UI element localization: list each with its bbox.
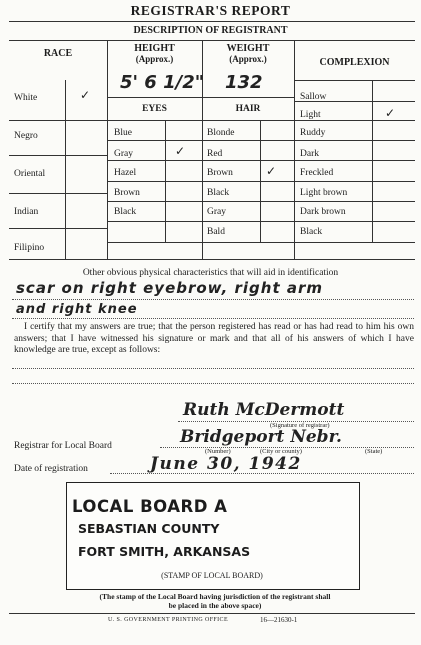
hair-blonde: Blonde <box>207 128 235 138</box>
eyes-blue: Blue <box>114 128 132 138</box>
report-title: REGISTRAR'S REPORT <box>130 3 291 18</box>
footer-rule <box>9 613 415 614</box>
eyes-gray-check: ✓ <box>175 144 186 158</box>
grid-row-5 <box>107 201 415 202</box>
exceptions-rule-1 <box>12 368 414 369</box>
divider-race-check <box>65 80 66 259</box>
eyes-black: Black <box>114 207 137 217</box>
stamp-line-2: SEBASTIAN COUNTY <box>78 521 220 536</box>
grid-row-1 <box>107 120 415 121</box>
complexion-freckled: Freckled <box>300 168 334 178</box>
height-value: 5' 6 1/2" <box>120 72 205 93</box>
race-oriental: Oriental <box>14 169 46 179</box>
footer-office: U. S. GOVERNMENT PRINTING OFFICE <box>108 617 229 623</box>
date-label: Date of registration <box>14 464 88 474</box>
complexion-dark-brown: Dark brown <box>300 207 346 217</box>
signature-caption: (Signature of registrar) <box>270 422 330 429</box>
race-row-2 <box>9 155 107 156</box>
divider-complexion-check <box>372 80 373 242</box>
caption-city: (City or county) <box>260 448 302 455</box>
characteristics-rule-1 <box>12 299 414 300</box>
other-characteristics-label: Other obvious physical characteristics that will aid in identification <box>82 268 339 278</box>
caption-state: (State) <box>365 448 383 455</box>
table-top-border <box>9 21 415 22</box>
complexion-light-brown: Light brown <box>300 188 348 198</box>
hair-header: HAIR <box>235 104 261 114</box>
grid-row-6 <box>107 221 415 222</box>
race-row-4 <box>9 228 107 229</box>
grid-row-2 <box>107 140 415 141</box>
race-white-check: ✓ <box>80 88 91 102</box>
hair-brown: Brown <box>207 168 233 178</box>
race-negro: Negro <box>14 131 38 141</box>
race-header: RACE <box>43 48 73 59</box>
registrar-signature: Ruth McDermott <box>183 400 345 420</box>
table-bottom-border <box>9 259 415 260</box>
divider-race-col <box>107 40 108 259</box>
section-title: DESCRIPTION OF REGISTRANT <box>133 25 288 36</box>
eyes-brown: Brown <box>114 188 140 198</box>
stamp-line-1: LOCAL BOARD A <box>72 497 228 516</box>
grid-row-3 <box>107 160 415 161</box>
caption-number: (Number) <box>205 448 231 455</box>
height-subheader: (Approx.) <box>135 54 174 64</box>
divider-hair-col <box>294 40 295 259</box>
race-row-1 <box>9 120 107 121</box>
hair-gray: Gray <box>207 207 226 217</box>
eyes-gray: Gray <box>114 149 133 159</box>
complexion-sallow: Sallow <box>300 92 327 102</box>
footer-code: 16—21630-1 <box>260 616 298 624</box>
header-divider <box>9 40 415 41</box>
complexion-row-1 <box>294 80 415 81</box>
grid-row-7 <box>107 242 415 243</box>
hair-brown-check: ✓ <box>266 164 277 178</box>
race-filipino: Filipino <box>14 243 45 253</box>
complexion-light: Light <box>300 110 321 120</box>
eyes-hazel: Hazel <box>114 168 137 178</box>
weight-value: 132 <box>225 72 263 93</box>
hair-bald: Bald <box>207 227 225 237</box>
exceptions-rule-2 <box>12 383 414 384</box>
complexion-header: COMPLEXION <box>319 57 390 68</box>
registrar-label: Registrar for Local Board <box>14 441 112 451</box>
date-value: June 30, 1942 <box>150 454 302 474</box>
weight-header: WEIGHT <box>226 43 270 54</box>
grid-row-4 <box>107 181 415 182</box>
hair-black: Black <box>207 188 230 198</box>
stamp-caption: (STAMP OF LOCAL BOARD) <box>161 571 263 580</box>
certify-text: I certify that my answers are true; that the person registered has read or has had read to him his own answers; that I have witnessed his signature or mark and that all of his answers of which I have knowledge are true, except as follows: <box>14 322 414 355</box>
weight-subheader: (Approx.) <box>229 54 267 64</box>
eyes-hair-top-rule <box>107 97 294 98</box>
hair-red: Red <box>207 149 223 159</box>
stamp-note: (The stamp of the Local Board having jurisdiction of the registrant shall be placed in the above space) <box>99 592 331 610</box>
characteristics-line-1: scar on right eyebrow, right arm <box>16 279 323 297</box>
complexion-dark: Dark <box>300 149 319 159</box>
stamp-line-3: FORT SMITH, ARKANSAS <box>78 544 251 559</box>
eyes-header: EYES <box>142 104 167 114</box>
complexion-ruddy: Ruddy <box>300 128 326 138</box>
registrar-location: Bridgeport Nebr. <box>180 427 342 447</box>
date-rule <box>110 473 414 474</box>
characteristics-rule-2 <box>12 318 414 319</box>
race-white: White <box>14 93 38 103</box>
height-header: HEIGHT <box>134 43 175 54</box>
complexion-light-check: ✓ <box>385 106 396 120</box>
race-row-3 <box>9 193 107 194</box>
complexion-black: Black <box>300 227 323 237</box>
race-indian: Indian <box>14 207 39 217</box>
characteristics-line-2: and right knee <box>16 302 138 317</box>
